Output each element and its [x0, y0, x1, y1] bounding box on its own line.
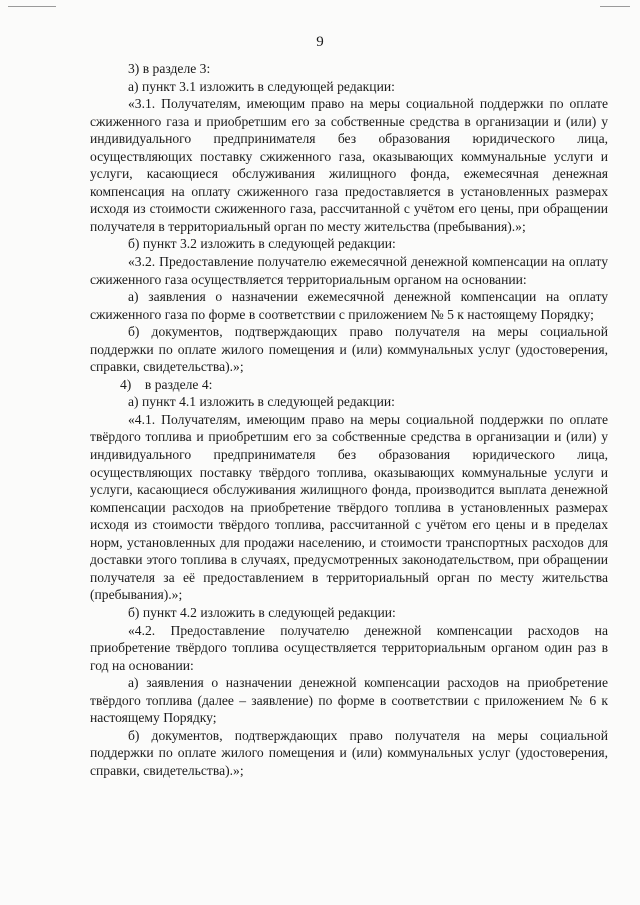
paragraph-item-3-2-a: а) заявления о назначении ежемесячной денежной компенсации на оплату сжиженного газа по форме в соответствии с приложением № 5 к настоящему Порядку; [90, 289, 608, 322]
scan-artifact-right [600, 6, 630, 7]
paragraph-item-3-2-intro: б) пункт 3.2 изложить в следующей редакции: [128, 236, 396, 252]
paragraph-section-3-heading: 3) в разделе 3: [128, 61, 211, 76]
paragraph-item-4-2-b: б) документов, подтверждающих право получателя на меры социальной поддержки по оплате жилого помещения и (или) коммунальных услуг (удостоверения, справки, свидетельства).»; [90, 727, 608, 778]
page-number: 9 [316, 34, 324, 50]
document-body [90, 60, 608, 779]
paragraph-item-4-2-a: а) заявления о назначении денежной компенсации расходов на приобретение твёрдого топлива (далее – заявление) по форме в соответствии с приложением № 6 к настоящему Порядку; [90, 675, 608, 726]
paragraph-section-4-heading: 4) в разделе 4: [120, 376, 213, 392]
paragraph-item-4-2-text: «4.2. Предоставление получателю денежной компенсации расходов на приобретение твёрдого топлива осуществляется территориальным органом один раз в год на основании: [90, 622, 608, 673]
scan-artifact-left [8, 6, 56, 7]
paragraph-item-4-1-text: «4.1. Получателям, имеющим право на меры социальной поддержки по оплате твёрдого топлива и приобретшим его за собственные средства в организации и (или) у индивидуального предпринимателя без образования юридического лица, осуществляющих поставку твёрдого топлива, оказывающих коммунальные услуги и услуги, касающиеся обслуживания жилищного фонда, производится выплата денежной компенсации расходов на приобретение твёрдого топлива в установленных размерах исходя из стоимости твёрдого топлива, рассчитанной с учётом его цены и в пределах норм, установленных для продажи населению, и стоимости транспортных расходов для доставки этого топлива в случаях, предусмотренных законодательством, при обращении получателя за её предоставлением в территориальный орган по месту жительства (пребывания).»; [90, 411, 608, 603]
paragraph-item-4-1-intro: а) пункт 4.1 изложить в следующей редакции: [128, 394, 395, 410]
paragraph-item-3-2-text: «3.2. Предоставление получателю ежемесячной денежной компенсации на оплату сжиженного газа осуществляется территориальным органом на основании: [90, 254, 608, 287]
paragraph-item-4-2-intro: б) пункт 4.2 изложить в следующей редакции: [128, 604, 396, 620]
paragraph-item-3-2-b: б) документов, подтверждающих право получателя на меры социальной поддержки по оплате жилого помещения и (или) коммунальных услуг (удостоверения, справки, свидетельства).»; [90, 324, 608, 375]
paragraph-item-3-1-text: «3.1. Получателям, имеющим право на меры социальной поддержки по оплате сжиженного газа и приобретшим его за собственные средства в организации и (или) у индивидуального предпринимателя без образования юридического лица, осуществляющих поставку сжиженного газа, оказывающих коммунальные услуги и услуги, касающиеся обслуживания жилищного фонда, ежемесячная денежная компенсация на оплату сжиженного газа предоставляется в установленных размерах исходя из стоимости сжиженного газа, рассчитанной с учётом его цены, при обращении получателя в территориальный орган по месту жительства (пребывания).»; [90, 96, 608, 234]
paragraph-item-3-1-intro: а) пункт 3.1 изложить в следующей редакции: [128, 78, 395, 94]
